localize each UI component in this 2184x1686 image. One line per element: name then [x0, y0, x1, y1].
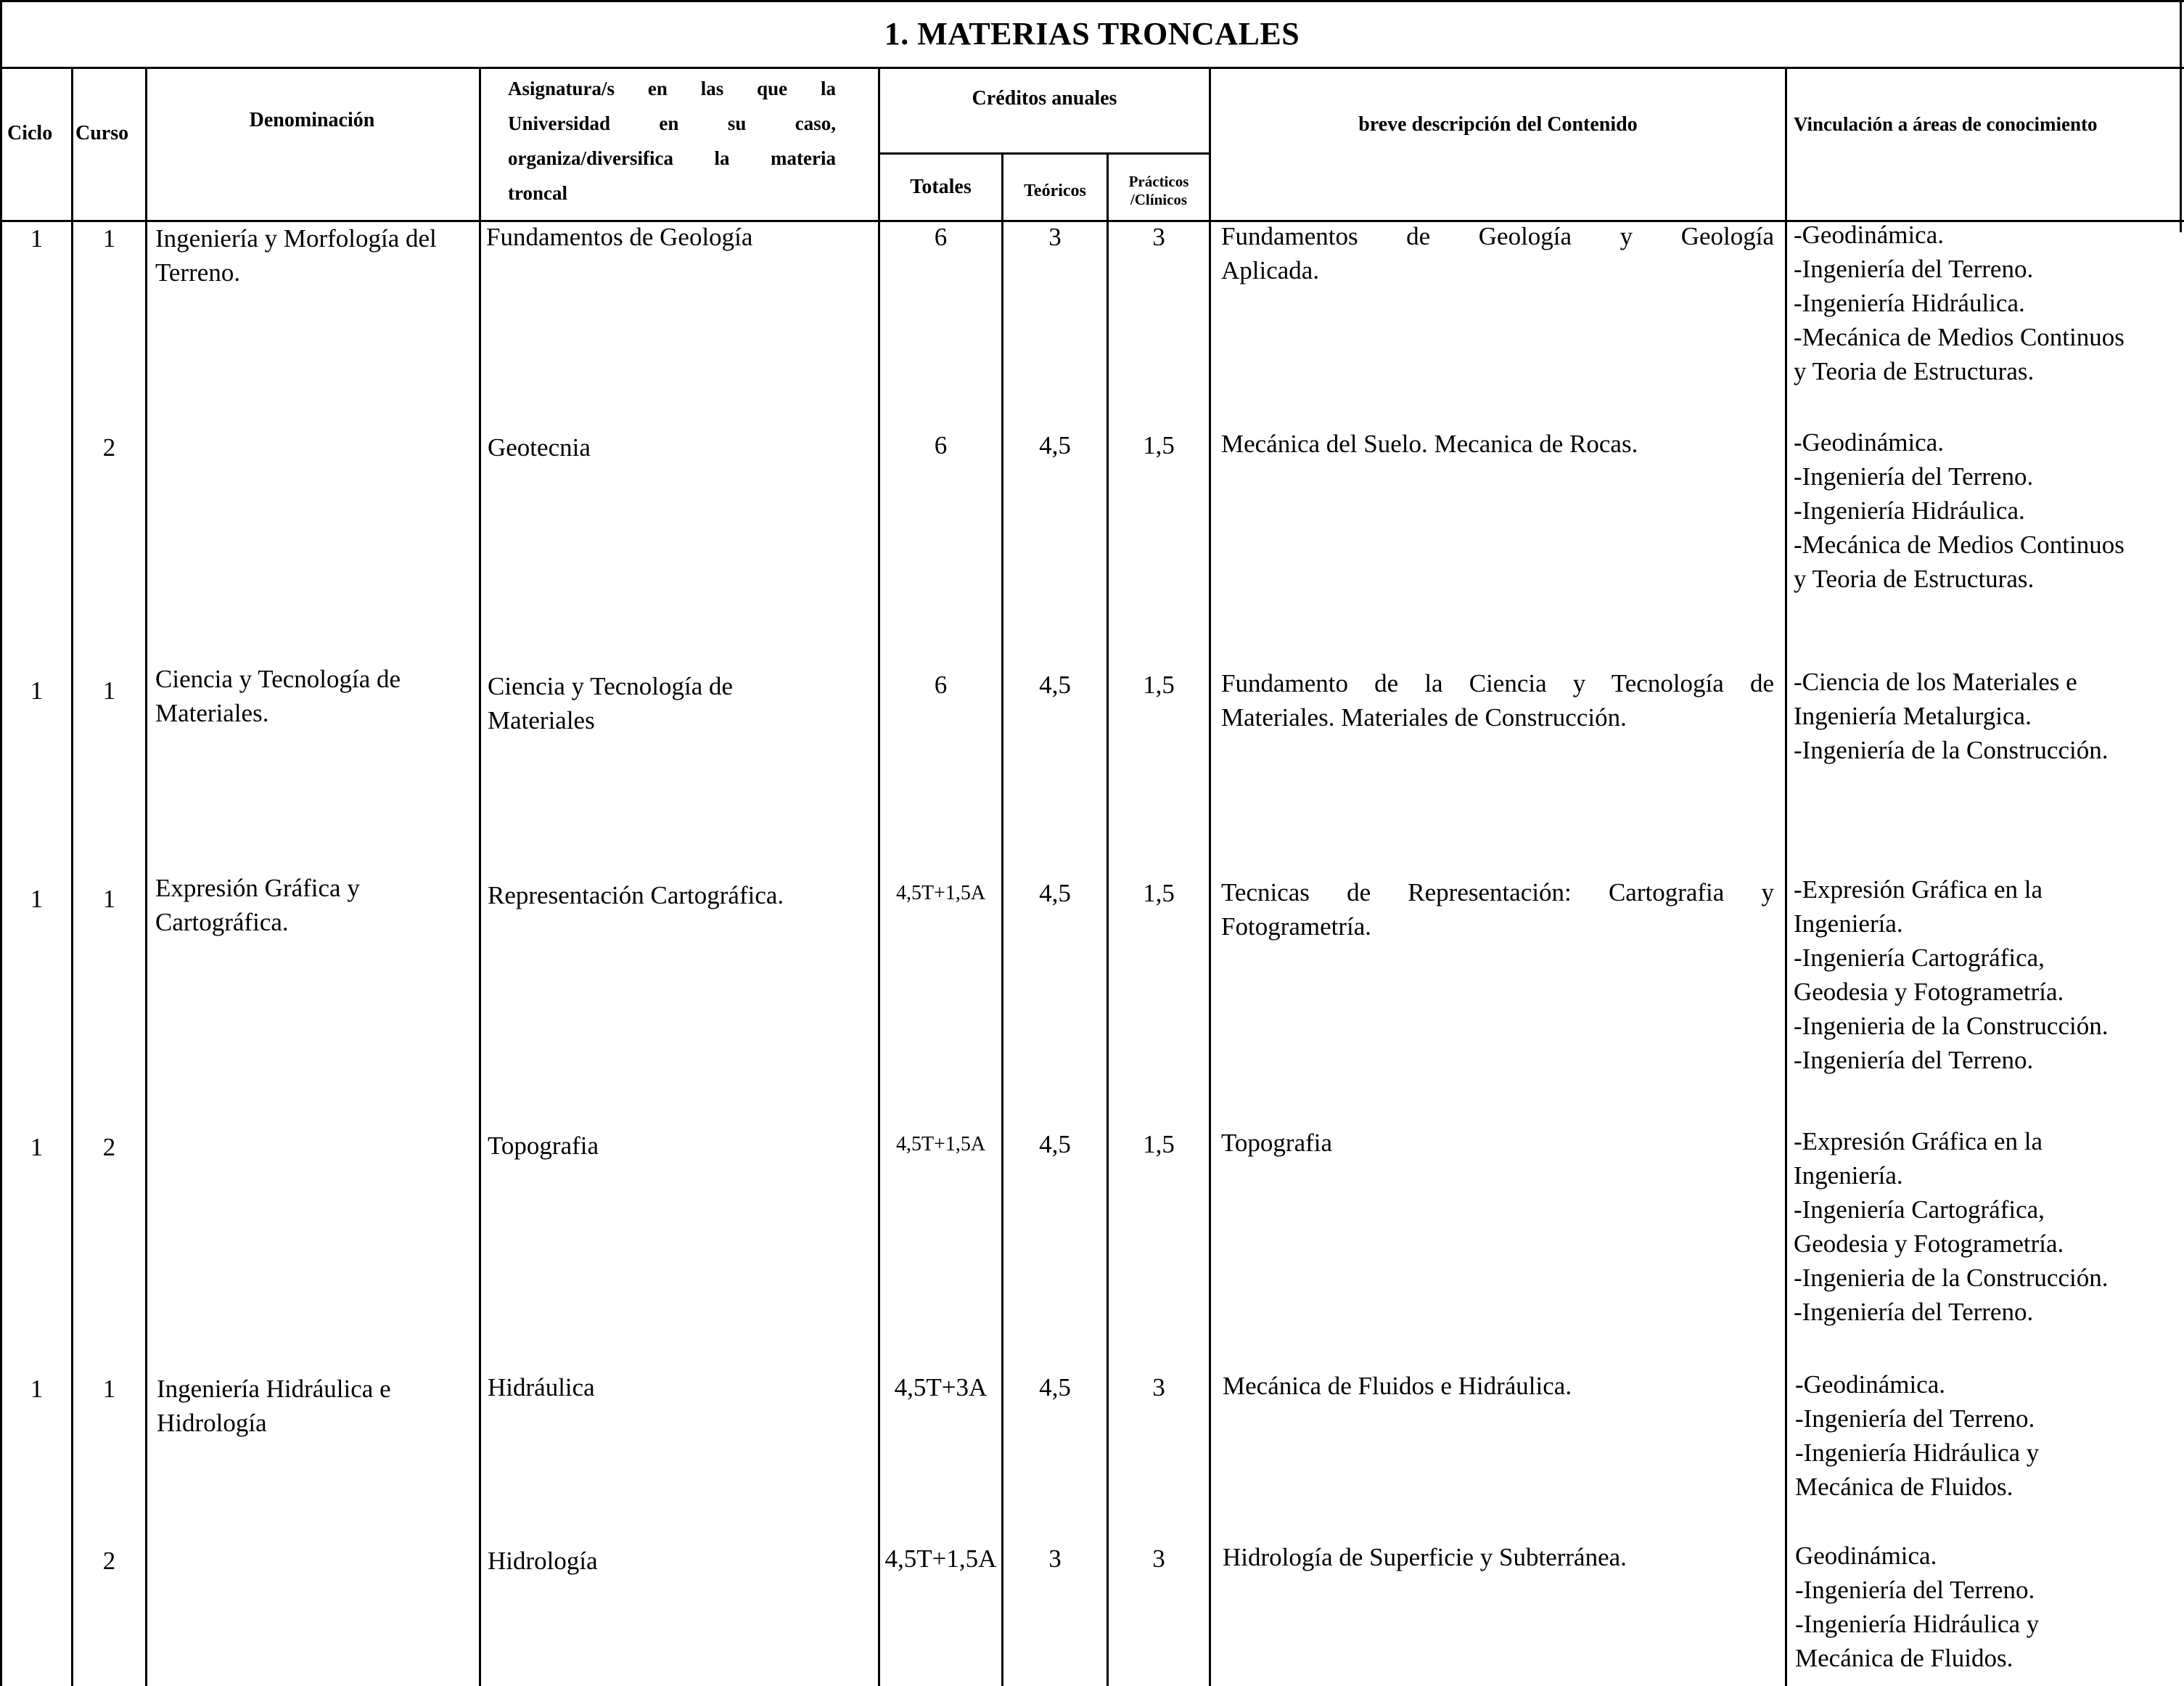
row-curso: 2 — [102, 1133, 116, 1161]
col-divider-ciclo — [71, 67, 73, 1686]
area-item: -Ingeniería del Terreno. — [1794, 462, 2034, 491]
area-item: -Ingeniería Hidráulica. — [1794, 289, 2025, 317]
row-curso: 1 — [102, 676, 116, 705]
area-item: Geodinámica. — [1795, 1542, 1937, 1570]
row-asignatura: Fundamentos de Geología — [486, 223, 753, 251]
header-practicos-line: Prácticos — [1128, 173, 1189, 190]
row-descripcion — [1221, 219, 1774, 287]
row-denominacion: Expresión Gráfica y Cartográfica. — [155, 874, 360, 936]
row-descripcion-line: Fundamentos de Geología y Geología — [1221, 222, 1774, 250]
area-item: -Geodinámica. — [1795, 1370, 1945, 1399]
header-practicos — [1109, 173, 1209, 209]
area-item: -Ingeniería Hidráulica y — [1795, 1439, 2040, 1467]
row-practicos: 3 — [1152, 1373, 1165, 1401]
header-curso: Curso — [75, 122, 129, 144]
row-curso: 1 — [102, 224, 116, 253]
header-ciclo: Ciclo — [7, 122, 53, 144]
header-descripcion: breve descripción del Contenido — [1358, 113, 1638, 136]
area-item: Ingeniería. — [1794, 909, 1903, 938]
header-practicos-line: /Clínicos — [1130, 191, 1188, 209]
area-item: -Geodinámica. — [1794, 221, 1944, 249]
row-totales: 4,5T+1,5A — [895, 1133, 986, 1155]
area-item: -Ingeniería del Terreno. — [1794, 255, 2034, 283]
row-descripcion — [1221, 875, 1774, 944]
header-asignatura — [508, 71, 836, 210]
header-asignatura-line: organiza/diversifica la materia — [508, 147, 836, 169]
area-item: -Expresión Gráfica en la — [1794, 875, 2043, 904]
col-divider-creditos — [1209, 67, 1211, 1686]
row-areas — [1795, 1539, 2180, 1675]
header-asignatura-line: Asignatura/s en las que la — [508, 78, 836, 99]
row-practicos: 1,5 — [1143, 1130, 1175, 1158]
row-ciclo: 1 — [30, 224, 44, 253]
row-totales: 4,5T+3A — [894, 1373, 988, 1401]
row-practicos: 1,5 — [1143, 671, 1175, 699]
row-totales: 6 — [934, 223, 948, 251]
row-denominacion: Ciencia y Tecnología de Materiales. — [155, 665, 401, 727]
area-item: y Teoria de Estructuras. — [1794, 565, 2035, 593]
row-descripcion — [1221, 1126, 1774, 1160]
area-item: -Ingeniería Hidráulica y — [1795, 1610, 2040, 1638]
row-practicos: 1,5 — [1143, 431, 1175, 459]
col-divider-totales — [1001, 152, 1003, 1686]
col-divider-curso — [145, 67, 147, 1686]
row-descripcion-line: Mecánica de Fluidos e Hidráulica. — [1223, 1372, 1572, 1400]
row-curso: 2 — [102, 1547, 116, 1575]
row-totales: 4,5T+1,5A — [884, 1544, 997, 1573]
row-totales: 6 — [934, 431, 948, 459]
header-asignatura-line: Universidad en su caso, — [508, 112, 836, 134]
row-descripcion-line: Aplicada. — [1221, 256, 1320, 285]
row-areas — [1794, 425, 2178, 596]
row-descripcion-line: Topografia — [1221, 1129, 1333, 1157]
row-asignatura: Representación Cartográfica. — [488, 881, 784, 909]
area-item: Ingeniería Metalurgica. — [1794, 702, 2032, 730]
row-teoricos: 4,5 — [1039, 431, 1071, 459]
area-item: -Ingeniería Cartográfica, — [1794, 944, 2045, 972]
area-item: Geodesia y Fotogrametría. — [1794, 978, 2064, 1006]
row-areas — [1794, 218, 2178, 388]
row-ciclo: 1 — [30, 885, 44, 913]
area-item: Mecánica de Fluidos. — [1795, 1473, 2013, 1501]
row-denominacion: Ingeniería Hidráulica e Hidrología — [157, 1375, 391, 1437]
row-asignatura: Hidráulica — [488, 1373, 595, 1401]
area-item: -Ingeniería del Terreno. — [1794, 1046, 2034, 1074]
row-descripcion — [1223, 1540, 1775, 1574]
area-item: Mecánica de Fluidos. — [1795, 1644, 2013, 1672]
col-divider-denominacion — [479, 67, 481, 1686]
header-totales: Totales — [910, 176, 972, 198]
area-item: -Ingeniería del Terreno. — [1795, 1576, 2035, 1604]
row-totales: 4,5T+1,5A — [895, 882, 986, 904]
creditos-divider — [878, 152, 1211, 155]
header-asignatura-line: troncal — [508, 182, 567, 204]
row-ciclo: 1 — [30, 1375, 44, 1403]
header-vinculacion: Vinculación a áreas de conocimiento — [1794, 113, 2098, 135]
area-item: -Ingeniería del Terreno. — [1794, 1298, 2034, 1326]
row-denominacion: Ingeniería y Morfología del Terreno. — [155, 224, 437, 287]
row-areas — [1795, 1367, 2180, 1504]
row-practicos: 3 — [1152, 223, 1165, 251]
title-bottom-border — [0, 67, 2184, 69]
row-areas — [1794, 1124, 2178, 1329]
page-title: 1. MATERIAS TRONCALES — [884, 15, 1300, 52]
row-totales: 6 — [934, 671, 948, 699]
header-teoricos: Teóricos — [1024, 181, 1086, 200]
row-descripcion — [1221, 666, 1774, 734]
row-asignatura: Topografia — [488, 1131, 599, 1160]
area-item: -Ingeniería del Terreno. — [1795, 1404, 2035, 1433]
row-descripcion — [1221, 427, 1774, 461]
row-asignatura: Ciencia y Tecnología de Materiales — [488, 672, 734, 734]
header-creditos: Créditos anuales — [972, 87, 1117, 110]
row-curso: 1 — [102, 885, 116, 913]
row-asignatura: Hidrología — [488, 1547, 598, 1575]
area-item: -Ingeniería de la Construcción. — [1794, 736, 2109, 764]
row-teoricos: 4,5 — [1039, 879, 1071, 907]
col-divider-teoricos — [1107, 152, 1109, 1686]
row-descripcion — [1223, 1369, 1775, 1403]
row-areas — [1794, 665, 2178, 767]
area-item: -Expresión Gráfica en la — [1794, 1127, 2043, 1155]
row-descripcion-line: Mecánica del Suelo. Mecanica de Rocas. — [1221, 430, 1638, 458]
table-right-border — [2180, 0, 2182, 232]
row-descripcion-line: Hidrología de Superficie y Subterránea. — [1223, 1543, 1627, 1571]
area-item: Ingeniería. — [1794, 1161, 1903, 1190]
col-divider-descripcion — [1785, 67, 1787, 1686]
area-item: Geodesia y Fotogrametría. — [1794, 1229, 2064, 1258]
row-teoricos: 4,5 — [1039, 671, 1071, 699]
row-teoricos: 4,5 — [1039, 1373, 1071, 1401]
row-descripcion-line: Fundamento de la Ciencia y Tecnología de — [1221, 669, 1774, 697]
row-teoricos: 4,5 — [1039, 1130, 1071, 1158]
area-item: -Ingeniería Cartográfica, — [1794, 1195, 2045, 1224]
row-descripcion-line: Fotogrametría. — [1221, 912, 1372, 941]
area-item: -Ingeniería Hidráulica. — [1794, 496, 2025, 525]
row-curso: 2 — [102, 433, 116, 462]
row-asignatura: Geotecnia — [488, 433, 591, 462]
table-top-border — [0, 0, 2184, 2]
header-denominacion: Denominación — [249, 109, 375, 131]
area-item: -Mecánica de Medios Continuos — [1794, 323, 2125, 351]
area-item: -Geodinámica. — [1794, 428, 1944, 457]
row-curso: 1 — [102, 1375, 116, 1403]
area-item: y Teoria de Estructuras. — [1794, 357, 2035, 385]
area-item: -Ingenieria de la Construcción. — [1794, 1264, 2109, 1292]
row-ciclo: 1 — [30, 1133, 44, 1161]
area-item: -Ingenieria de la Construcción. — [1794, 1012, 2109, 1040]
area-item: -Ciencia de los Materiales e — [1794, 668, 2077, 696]
row-teoricos: 3 — [1048, 223, 1062, 251]
row-ciclo: 1 — [30, 676, 44, 705]
area-item: -Mecánica de Medios Continuos — [1794, 531, 2125, 559]
row-areas — [1794, 872, 2178, 1077]
row-descripcion-line: Tecnicas de Representación: Cartografia y — [1221, 878, 1774, 907]
row-practicos: 3 — [1152, 1544, 1165, 1573]
row-descripcion-line: Materiales. Materiales de Construcción. — [1221, 703, 1627, 732]
row-practicos: 1,5 — [1143, 879, 1175, 907]
row-teoricos: 3 — [1048, 1544, 1062, 1573]
